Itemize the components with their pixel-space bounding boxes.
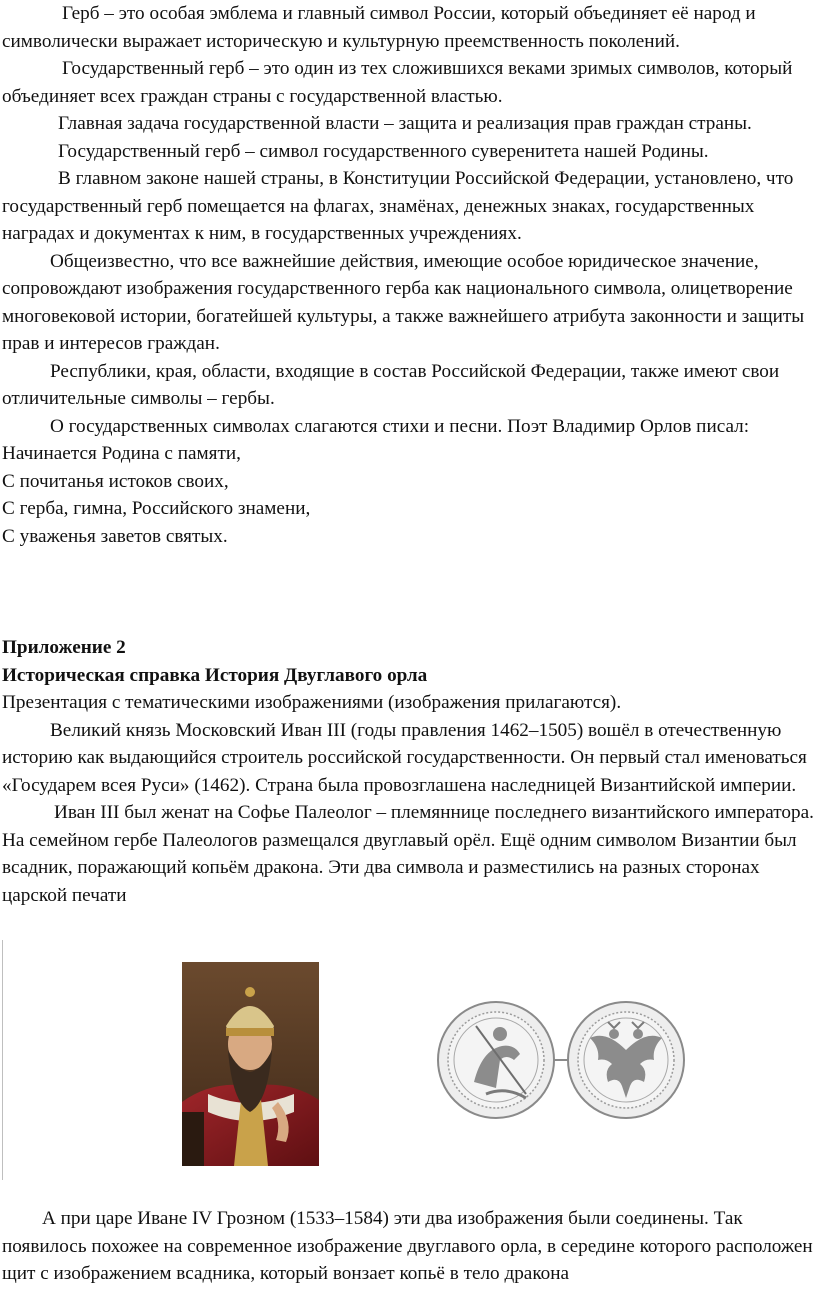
appendix-subheading: Историческая справка История Двуглавого орла xyxy=(2,664,428,686)
paragraph: Республики, края, области, входящие в состав Российской Федерации, также имеют свои отличительные символы – гербы. xyxy=(2,360,780,409)
paragraph: Презентация с тематическими изображениями (изображения прилагаются). xyxy=(2,692,622,713)
poem-line: Начинается Родина с памяти, xyxy=(2,443,241,464)
section-closing xyxy=(2,1205,814,1288)
paragraph: Главная задача государственной власти – защита и реализация прав граждан страны. xyxy=(58,113,752,134)
poem-line: С уваженья заветов святых. xyxy=(2,525,228,547)
section-appendix xyxy=(2,634,814,909)
appendix-heading: Приложение 2 xyxy=(2,637,126,658)
paragraph: Государственный герб – символ государственного суверенитета нашей Родины. xyxy=(58,140,709,162)
paragraph: Великий князь Московский Иван III (годы правления 1462–1505) вошёл в отечественную историю как выдающийся строитель российской государственности. Он первый стал именоваться «Государем всея Руси» (1462). Страна была провозглашена наследницей Византийской империи. xyxy=(2,719,807,796)
paragraph: Общеизвестно, что все важнейшие действия, имеющие особое юридическое значение, сопровождают изображения государственного герба как национального символа, олицетворение многовековой истории, богатейшей культуры, а также важнейшего атрибута законности и защиты прав и интересов граждан. xyxy=(2,250,805,354)
section-gerb-text xyxy=(2,0,814,550)
poem-line: С герба, гимна, Российского знамени, xyxy=(2,498,311,519)
paragraph: О государственных символах слагаются стихи и песни. Поэт Владимир Орлов писал: xyxy=(50,415,750,437)
paragraph: Герб – это особая эмблема и главный символ России, который объединяет её народ и символически выражает историческую и культурную преемственность поколений. xyxy=(2,3,756,52)
ivan-iii-portrait xyxy=(182,962,319,1166)
paragraph: А при царе Иване IV Грозном (1533–1584) эти два изображения были соединены. Так появилось похожее на современное изображение двуглавого орла, в середине которого расположен щит с изображением всадника, который вонзает копьё в тело дракона xyxy=(2,1208,813,1284)
paragraph: Государственный герб – это один из тех сложившихся веками зримых символов, который объединяет всех граждан страны с государственной властью. xyxy=(2,58,793,107)
tsar-seal-images xyxy=(436,990,686,1130)
paragraph: Иван III был женат на Софье Палеолог – племяннице последнего византийского императора. На семейном гербе Палеологов размещался двуглавый орёл. Ещё одним символом Византии был всадник, поражающий копьём дракона. Эти два символа и разместились на разных сторонах царской печати xyxy=(2,802,814,906)
portrait-image xyxy=(182,962,319,1166)
seal-drawing xyxy=(436,990,686,1130)
image-frame-rule xyxy=(2,940,3,1180)
paragraph: В главном законе нашей страны, в Конституции Российской Федерации, установлено, что государственный герб помещается на флагах, знамёнах, денежных знаках, государственных наградах и документах к ним, в государственных учреждениях. xyxy=(2,168,794,244)
poem-line: С почитанья истоков своих, xyxy=(2,470,229,492)
